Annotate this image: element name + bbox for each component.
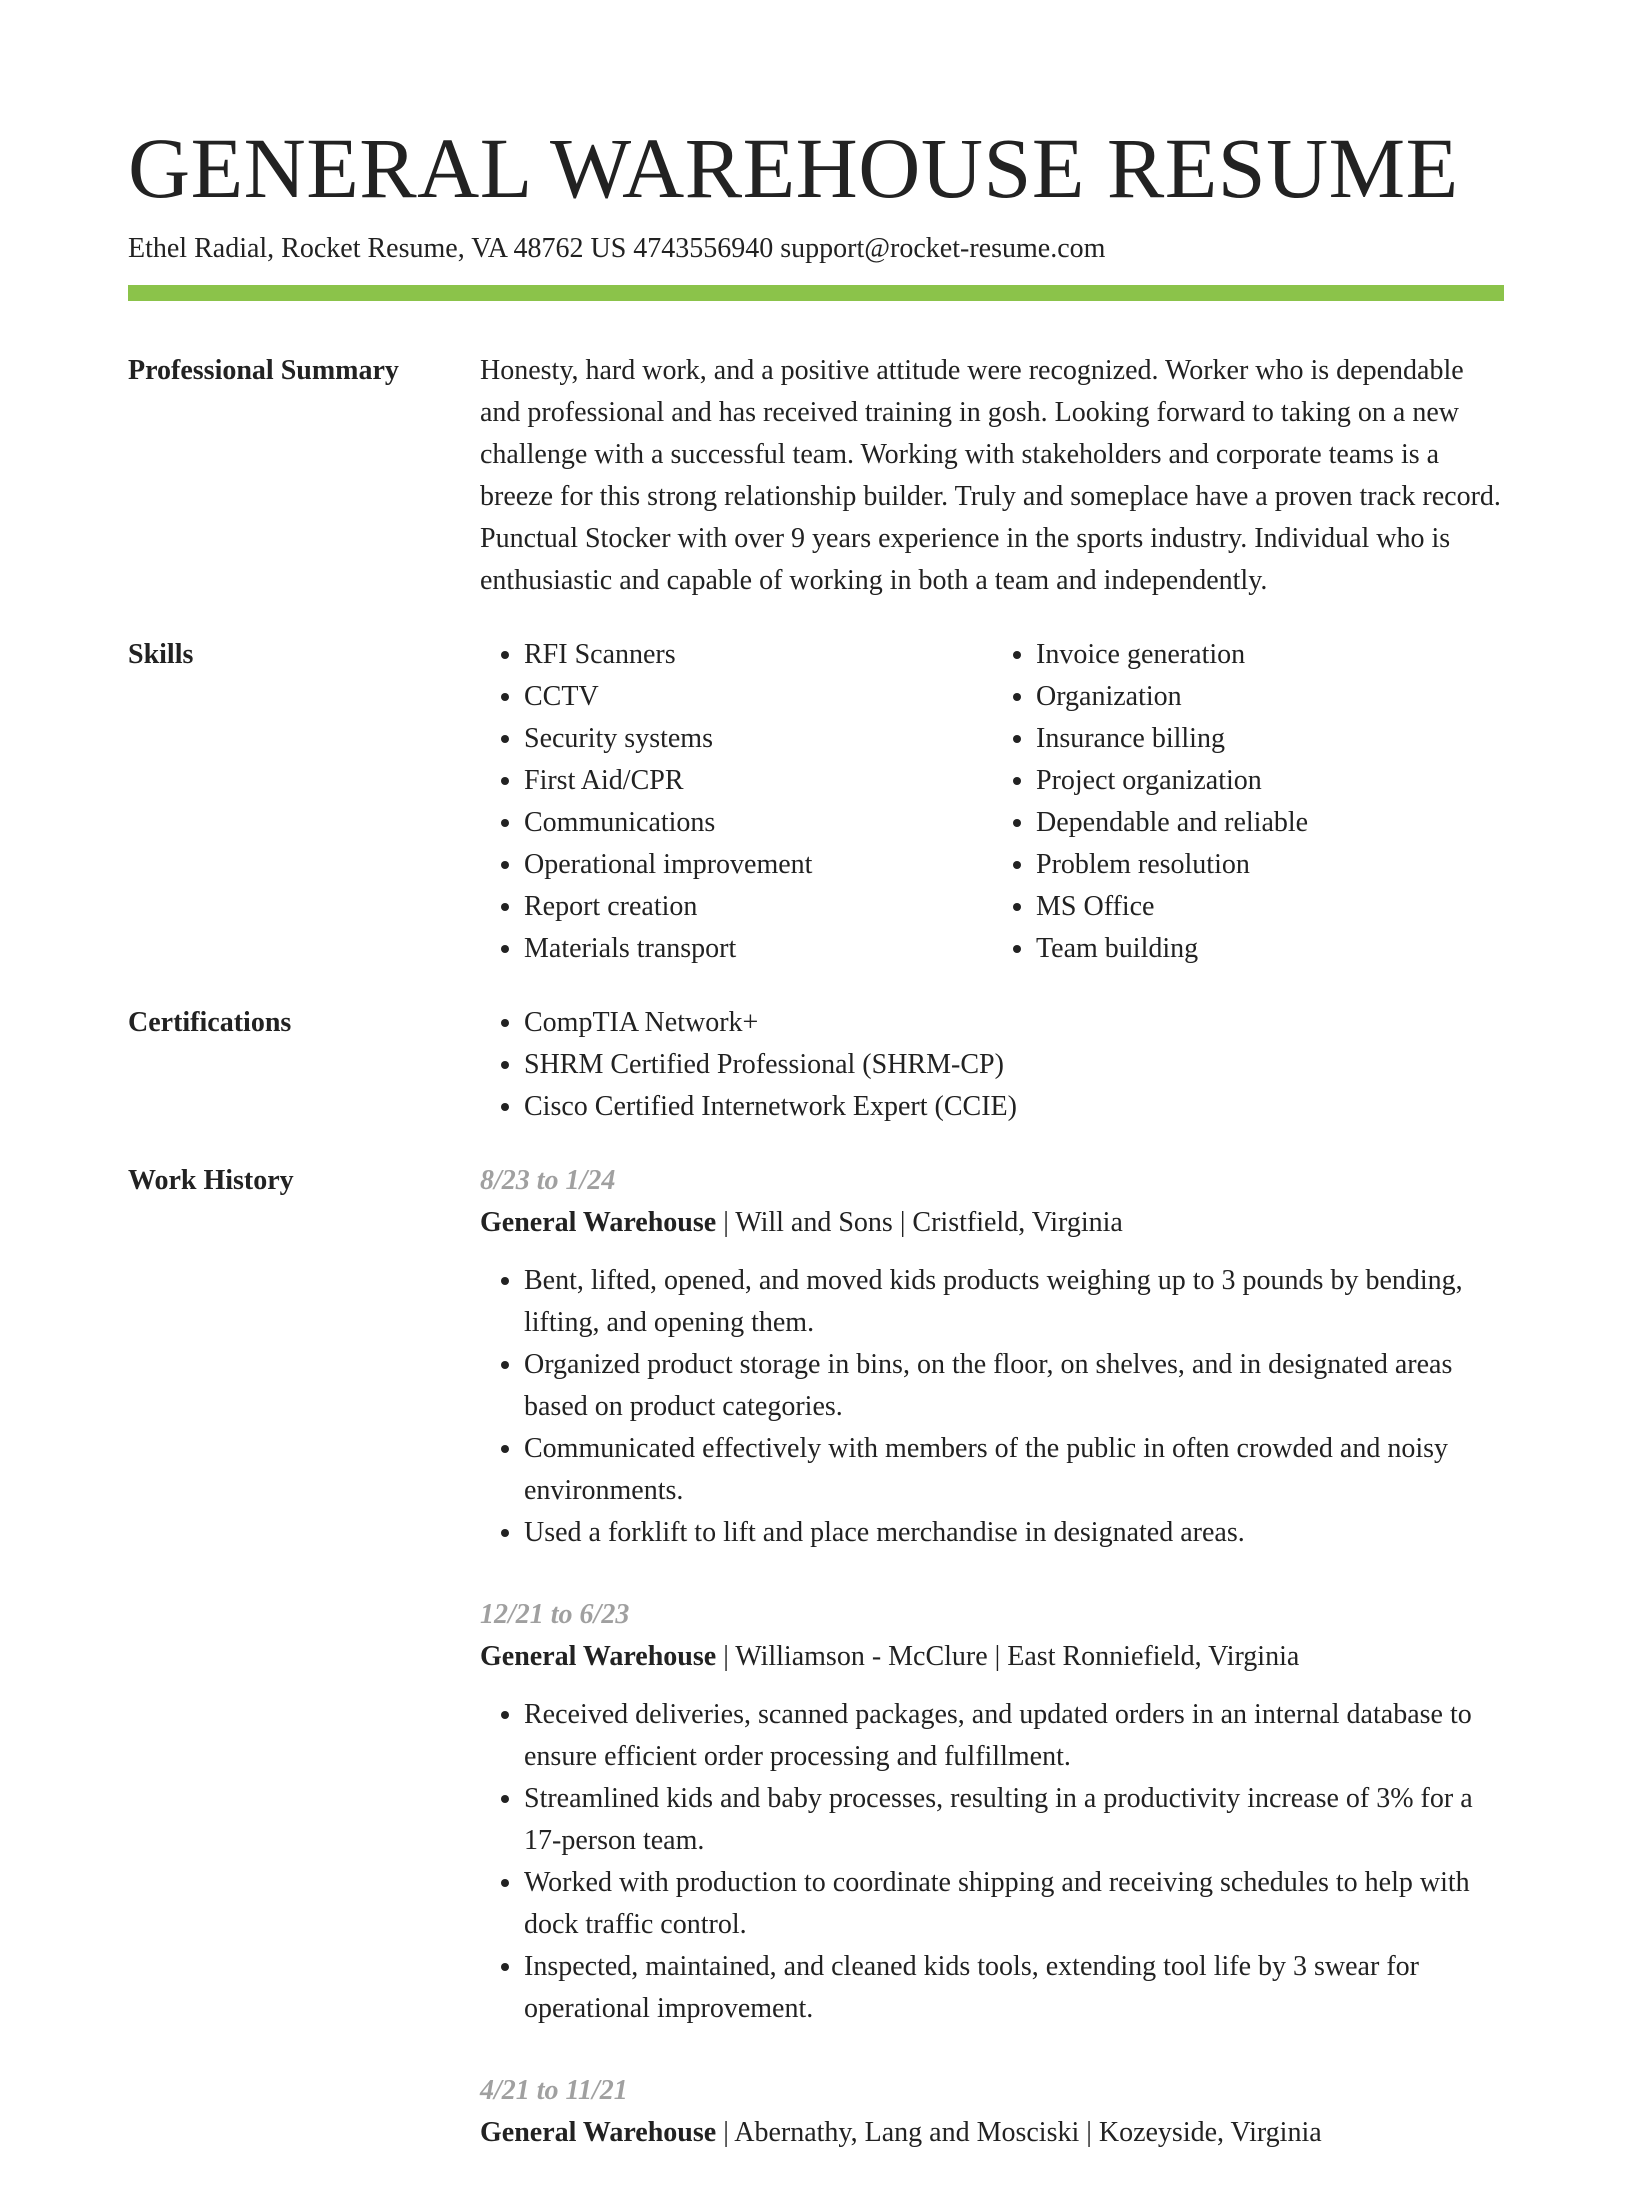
- skill-item: • Materials transport: [524, 928, 992, 970]
- job-employer-location: | Will and Sons | Cristfield, Virginia: [716, 1207, 1123, 1238]
- job-entry: [480, 1594, 1504, 2030]
- skill-item: • Invoice generation: [1036, 634, 1504, 676]
- skill-item: • Insurance billing: [1036, 718, 1504, 760]
- certification-item: • Cisco Certified Internetwork Expert (CCIE): [524, 1086, 1504, 1128]
- job-duty: • Inspected, maintained, and cleaned kids tools, extending tool life by 3 swear for operational improvement.: [524, 1946, 1504, 2030]
- skill-item: • Communications: [524, 802, 992, 844]
- job-duty: • Communicated effectively with members of the public in often crowded and noisy environments.: [524, 1428, 1504, 1512]
- skill-item: • First Aid/CPR: [524, 760, 992, 802]
- job-duties: [480, 1694, 1504, 2030]
- skill-item: • Organization: [1036, 676, 1504, 718]
- job-duty: • Bent, lifted, opened, and moved kids products weighing up to 3 pounds by bending, lifting, and opening them.: [524, 1260, 1504, 1344]
- job-duty: • Received deliveries, scanned packages, and updated orders in an internal database to ensure efficient order processing and fulfillment.: [524, 1694, 1504, 1778]
- skill-item: • MS Office: [1036, 886, 1504, 928]
- summary-text: Honesty, hard work, and a positive attitude were recognized. Worker who is dependable and professional and has received training in gosh. Looking forward to taking on a new challenge with a successful team. Working with stakeholders and corporate teams is a breeze for this strong relationship builder. Truly and someplace have a proven track record. Punctual Stocker with over 9 years experience in the sports industry. Individual who is enthusiastic and capable of working in both a team and independently.: [480, 355, 1501, 596]
- job-heading: [480, 1636, 1504, 1678]
- resume-title: GENERAL WAREHOUSE RESUME: [128, 120, 1459, 216]
- contact-line: Ethel Radial, Rocket Resume, VA 48762 US 4743556940 support@rocket-resume.com: [128, 233, 1106, 264]
- skill-item: • Report creation: [524, 886, 992, 928]
- skills-list-left: [480, 634, 992, 970]
- job-duties: [480, 1260, 1504, 1554]
- job-heading: [480, 1202, 1504, 1244]
- skill-item: • Project organization: [1036, 760, 1504, 802]
- certification-item: • CompTIA Network+: [524, 1002, 1504, 1044]
- job-duty: • Worked with production to coordinate shipping and receiving schedules to help with dock traffic control.: [524, 1862, 1504, 1946]
- skill-item: • RFI Scanners: [524, 634, 992, 676]
- job-duty: • Streamlined kids and baby processes, resulting in a productivity increase of 3% for a 17-person team.: [524, 1778, 1504, 1862]
- job-heading: [480, 2112, 1504, 2154]
- skill-item: • Problem resolution: [1036, 844, 1504, 886]
- skills-columns: [480, 634, 1504, 970]
- certifications-list: [480, 1002, 1504, 1128]
- job-entry: [480, 1160, 1504, 1554]
- job-duty: • Used a forklift to lift and place merchandise in designated areas.: [524, 1512, 1504, 1554]
- job-dates: 8/23 to 1/24: [480, 1165, 616, 1196]
- job-dates: 12/21 to 6/23: [480, 1599, 630, 1630]
- skills-heading: Skills: [128, 639, 194, 670]
- skill-item: • Security systems: [524, 718, 992, 760]
- summary-heading: Professional Summary: [128, 355, 399, 386]
- job-title: General Warehouse: [480, 1207, 717, 1238]
- skill-item: • CCTV: [524, 676, 992, 718]
- certification-item: • SHRM Certified Professional (SHRM-CP): [524, 1044, 1504, 1086]
- job-title: General Warehouse: [480, 1641, 717, 1672]
- job-duty: • Organized product storage in bins, on the floor, on shelves, and in designated areas based on product categories.: [524, 1344, 1504, 1428]
- summary-body: [480, 350, 1504, 602]
- work-history-body: [480, 1160, 1504, 2194]
- job-title: General Warehouse: [480, 2117, 717, 2148]
- skills-list-right: [992, 634, 1504, 970]
- accent-divider: [128, 285, 1504, 301]
- job-employer-location: | Williamson - McClure | East Ronniefield, Virginia: [716, 1641, 1300, 1672]
- job-entry: [480, 2070, 1504, 2154]
- skill-item: • Team building: [1036, 928, 1504, 970]
- job-employer-location: | Abernathy, Lang and Mosciski | Kozeyside, Virginia: [716, 2117, 1322, 2148]
- job-dates: 4/21 to 11/21: [480, 2075, 628, 2106]
- work-history-heading: Work History: [128, 1165, 294, 1196]
- certifications-heading: Certifications: [128, 1007, 292, 1038]
- skill-item: • Operational improvement: [524, 844, 992, 886]
- certifications-body: [480, 1002, 1504, 1128]
- skill-item: • Dependable and reliable: [1036, 802, 1504, 844]
